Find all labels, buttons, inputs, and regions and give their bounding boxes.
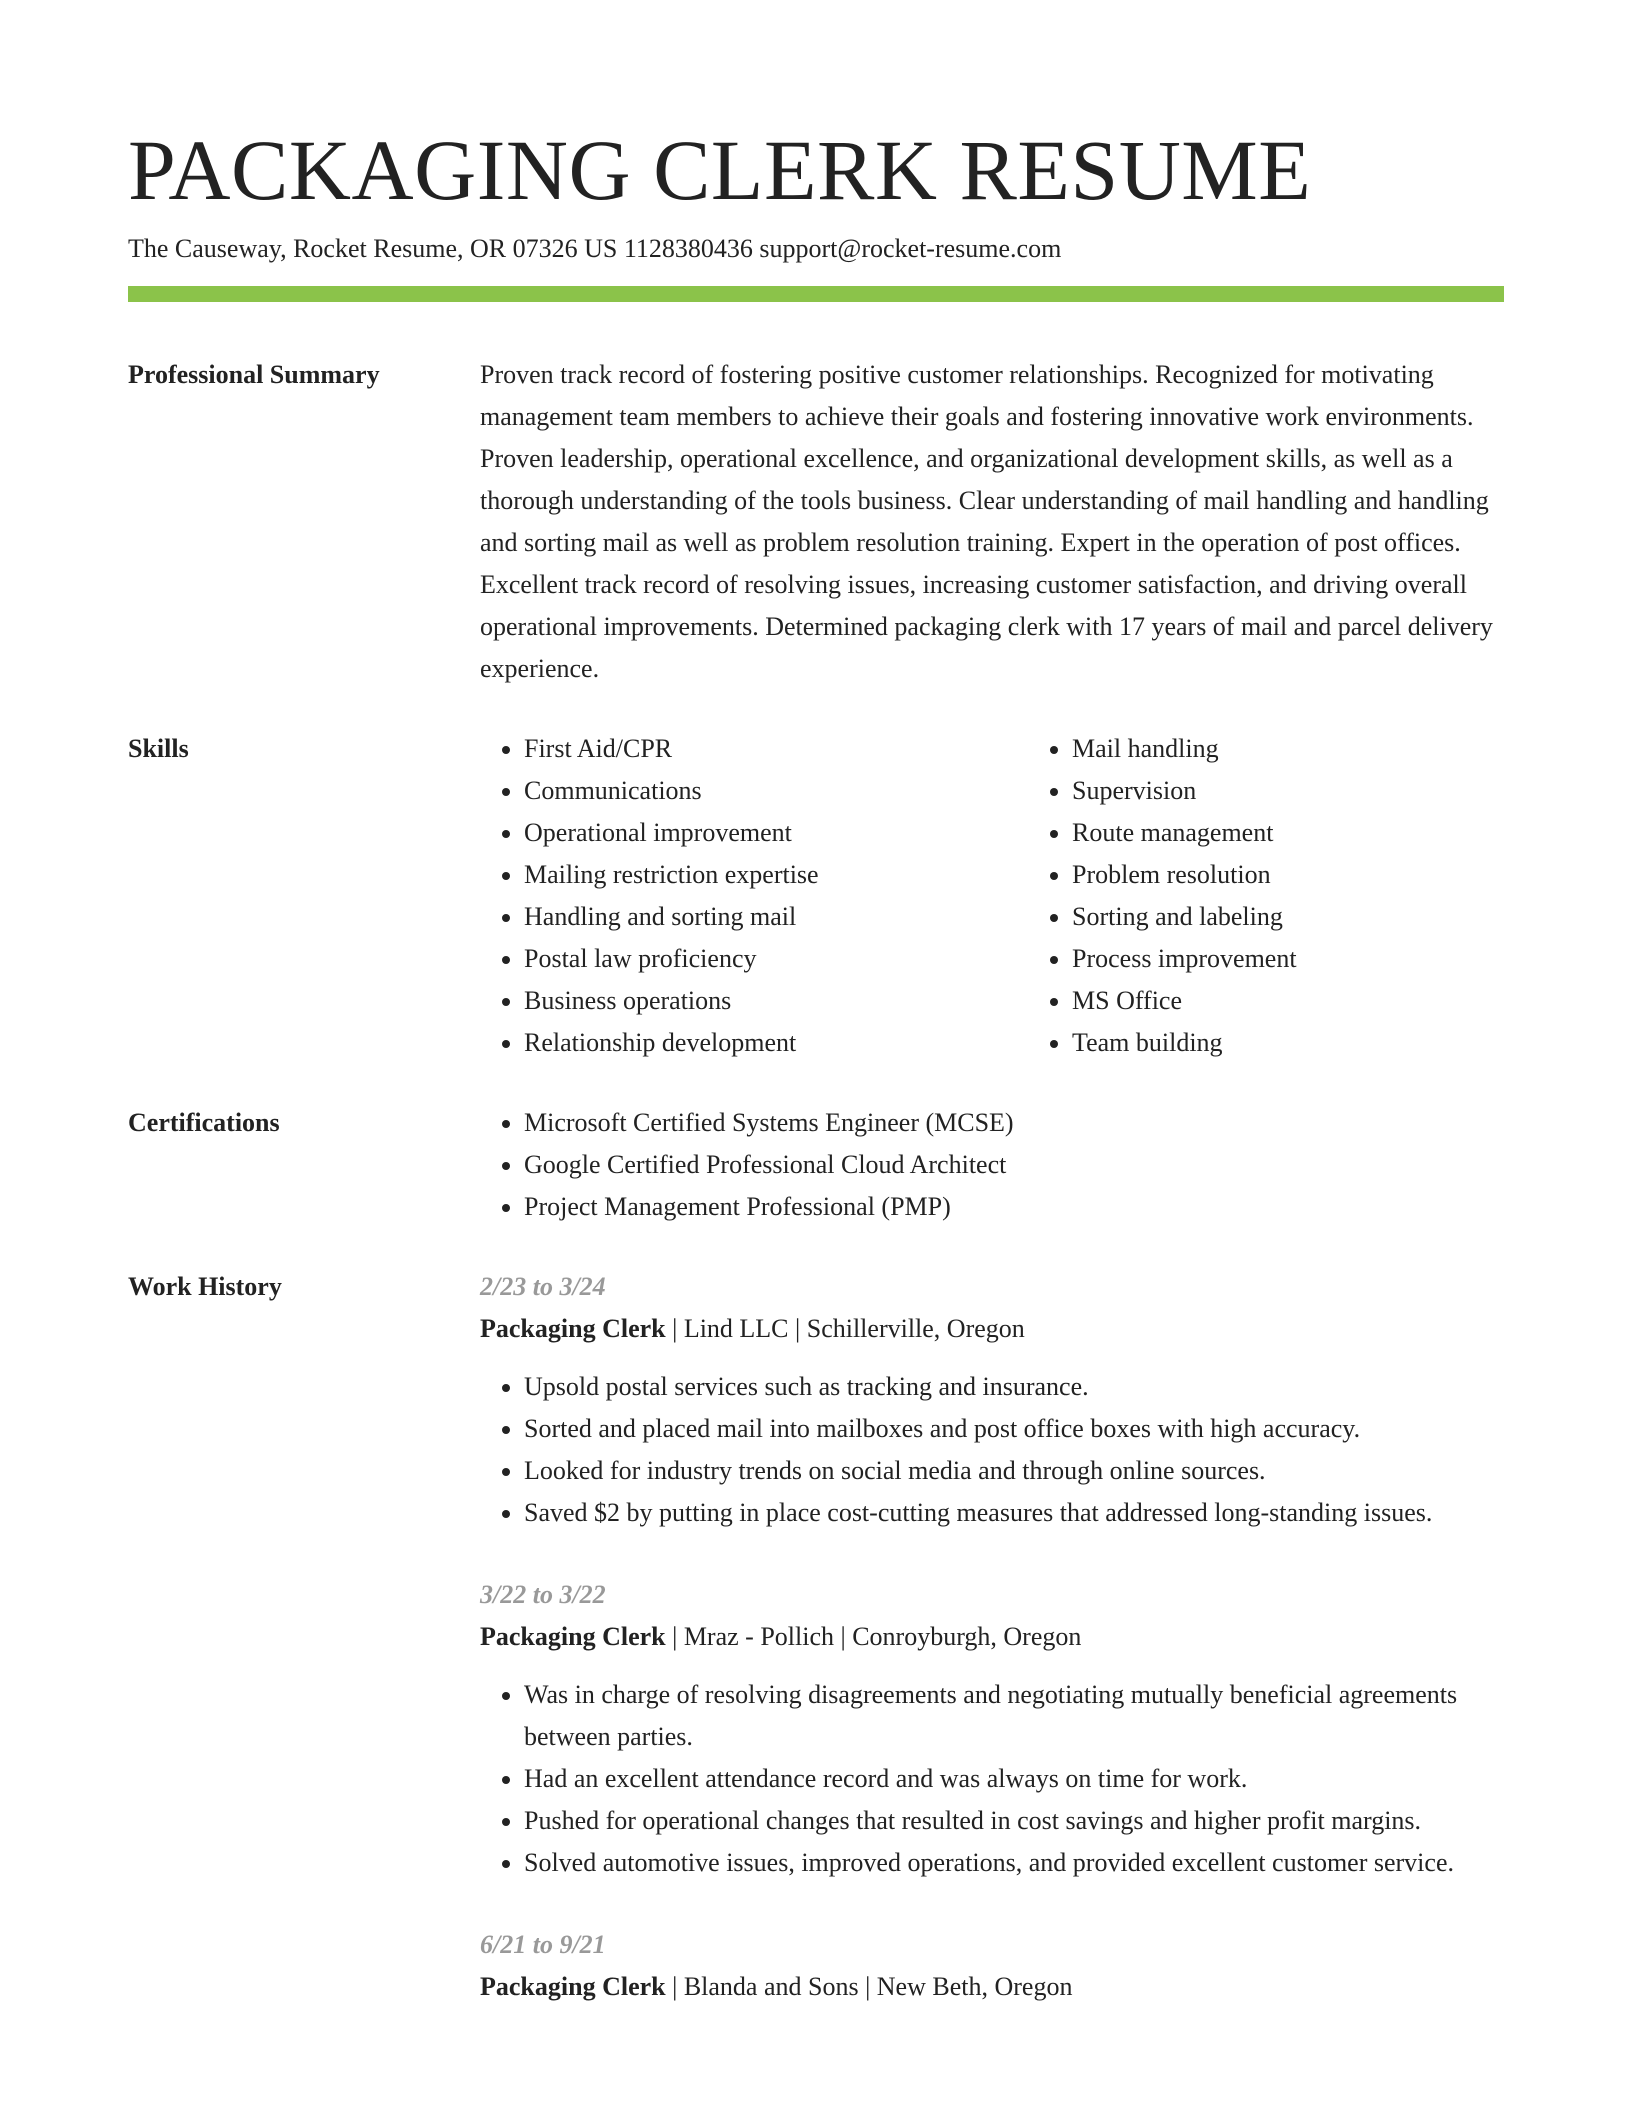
job-heading (480, 1616, 1504, 1658)
job-bullet: • Looked for industry trends on social media and through online sources. (524, 1450, 1504, 1492)
certifications-section (128, 1102, 1504, 1228)
skill-item: • Route management (1072, 812, 1576, 854)
job-heading (480, 1966, 1504, 2008)
skill-item: • Team building (1072, 1022, 1576, 1064)
job-entry (480, 1574, 1504, 1884)
summary-text: Proven track record of fostering positive customer relationships. Recognized for motivating management team members to achieve their goals and fostering innovative work environments. Proven leadership, operational excellence, and organizational development skills, as well as a thorough understanding of the tools business. Clear understanding of mail handling and handling and sorting mail as well as problem resolution training. Expert in the operation of post offices. Excellent track record of resolving issues, increasing customer satisfaction, and driving overall operational improvements. Determined packaging clerk with 17 years of mail and parcel delivery experience. (480, 360, 1493, 683)
job-dates: 6/21 to 9/21 (480, 1930, 606, 1959)
certification-item: • Google Certified Professional Cloud Architect (524, 1144, 1504, 1186)
skill-item: • Process improvement (1072, 938, 1576, 980)
skill-item: • Mailing restriction expertise (524, 854, 1028, 896)
job-bullet: • Saved $2 by putting in place cost-cutting measures that addressed long-standing issues. (524, 1492, 1504, 1534)
job-bullet: • Was in charge of resolving disagreements and negotiating mutually beneficial agreements between parties. (524, 1674, 1504, 1758)
resume-title: PACKAGING CLERK RESUME (128, 122, 1312, 218)
summary-section (128, 354, 1504, 690)
skill-item: • Mail handling (1072, 728, 1576, 770)
skills-list-right (1028, 728, 1576, 1064)
job-heading (480, 1308, 1504, 1350)
job-employer-location: | Blanda and Sons | New Beth, Oregon (665, 1972, 1073, 2001)
job-entry (480, 1266, 1504, 1534)
job-employer-location: | Lind LLC | Schillerville, Oregon (665, 1314, 1025, 1343)
job-bullet: • Upsold postal services such as tracking and insurance. (524, 1366, 1504, 1408)
resume-page (128, 118, 1504, 2048)
work-history-section (128, 1266, 1504, 2048)
skills-list-left (480, 728, 1028, 1064)
job-entry (480, 1924, 1504, 2008)
skills-section (128, 728, 1504, 1064)
certifications-list (480, 1102, 1504, 1228)
summary-heading: Professional Summary (128, 360, 380, 389)
work-history-heading: Work History (128, 1272, 282, 1301)
job-bullet: • Solved automotive issues, improved operations, and provided excellent customer service. (524, 1842, 1504, 1884)
job-dates: 3/22 to 3/22 (480, 1580, 606, 1609)
job-employer-location: | Mraz - Pollich | Conroyburgh, Oregon (665, 1622, 1082, 1651)
job-title: Packaging Clerk (480, 1622, 666, 1651)
job-title: Packaging Clerk (480, 1314, 666, 1343)
certification-item: • Microsoft Certified Systems Engineer (MCSE) (524, 1102, 1504, 1144)
job-bullet: • Pushed for operational changes that resulted in cost savings and higher profit margins. (524, 1800, 1504, 1842)
skill-item: • Business operations (524, 980, 1028, 1022)
job-bullet: • Sorted and placed mail into mailboxes and post office boxes with high accuracy. (524, 1408, 1504, 1450)
skill-item: • MS Office (1072, 980, 1576, 1022)
certification-item: • Project Management Professional (PMP) (524, 1186, 1504, 1228)
job-bullets (480, 1366, 1504, 1534)
skills-heading: Skills (128, 734, 189, 763)
job-bullet: • Had an excellent attendance record and was always on time for work. (524, 1758, 1504, 1800)
skill-item: • First Aid/CPR (524, 728, 1028, 770)
certifications-heading: Certifications (128, 1108, 280, 1137)
skill-item: • Postal law proficiency (524, 938, 1028, 980)
job-bullets (480, 1674, 1504, 1884)
skill-item: • Relationship development (524, 1022, 1028, 1064)
skill-item: • Communications (524, 770, 1028, 812)
job-dates: 2/23 to 3/24 (480, 1272, 606, 1301)
skill-item: • Operational improvement (524, 812, 1028, 854)
skill-item: • Supervision (1072, 770, 1576, 812)
contact-line: The Causeway, Rocket Resume, OR 07326 US 1128380436 support@rocket-resume.com (128, 234, 1062, 263)
skill-item: • Handling and sorting mail (524, 896, 1028, 938)
skill-item: • Sorting and labeling (1072, 896, 1576, 938)
skill-item: • Problem resolution (1072, 854, 1576, 896)
job-title: Packaging Clerk (480, 1972, 666, 2001)
accent-divider (128, 286, 1504, 302)
